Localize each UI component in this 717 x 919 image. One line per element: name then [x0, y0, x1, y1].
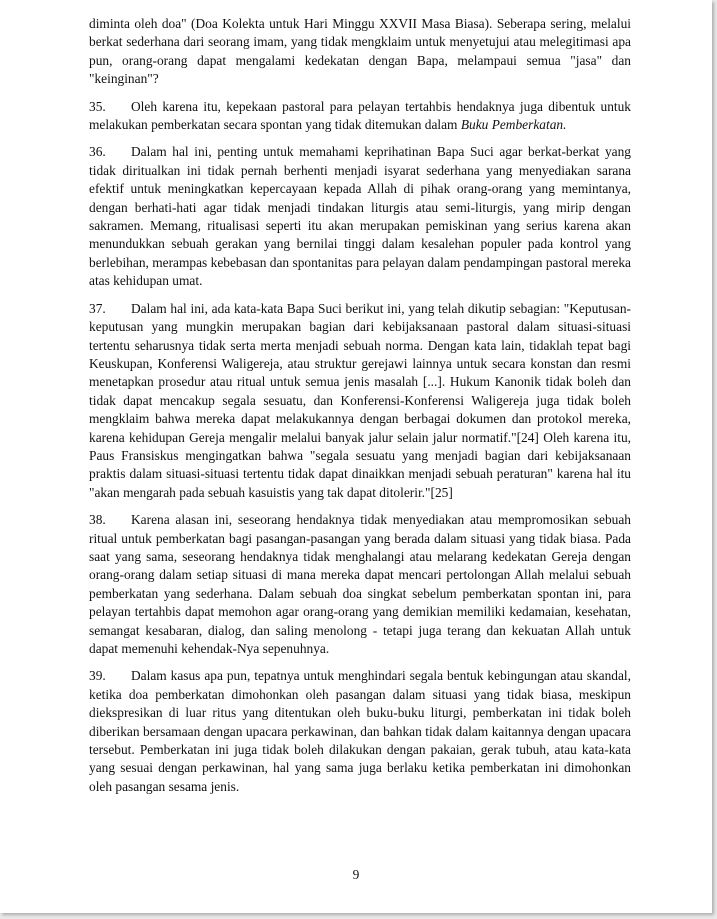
- document-body: [89, 15, 631, 805]
- paragraph-text: Dalam hal ini, penting untuk memahami keprihatinan Bapa Suci agar berkat-berkat yang tidak diritualkan ini tidak pernah berhenti menjadi isyarat sederhana yang menyediakan sarana efektif untuk meningkatkan kepercayaan kepada Allah di pihak orang-orang yang memintanya, dengan berhati-hati agar tidak menjadi tindakan liturgis atau semi-liturgis, yang mirip dengan sakramen. Memang, ritualisasi seperti itu akan merupakan pemiskinan yang serius karena akan menundukkan sebuah gerakan yang bernilai tinggi dalam kesalehan populer pada kontrol yang berlebihan, merampas kebebasan dan spontanitas para pelayan dalam pendampingan pastoral mereka atas kehidupan umat.: [89, 144, 631, 289]
- paragraph-text: diminta oleh doa" (Doa Kolekta untuk Hari Minggu XXVII Masa Biasa). Seberapa sering, melalui berkat sederhana dari seorang imam, yang tidak mengklaim untuk menyetujui atau melegitimasi apa pun, orang-orang dapat mengalami kedekatan dengan Bapa, melampaui semua "jasa" dan "keinginan"?: [89, 16, 631, 87]
- page-number: 9: [352, 867, 360, 882]
- paragraph-36: [89, 143, 631, 290]
- paragraph-continuation: [89, 15, 631, 89]
- paragraph-number: 37.: [89, 300, 106, 316]
- paragraph-35: [89, 98, 631, 135]
- paragraph-38: [89, 511, 631, 658]
- paragraph-text: Dalam hal ini, ada kata-kata Bapa Suci berikut ini, yang telah dikutip sebagian: "Keputusan-keputusan yang mungkin merupakan bagian dari kebijaksanaan pastoral dalam situasi-situasi tertentu seharusnya tidak serta merta menjadi sebuah norma. Dengan kata lain, tidaklah tepat bagi Keuskupan, Konferensi Waligereja, atau struktur gerejawi lainnya untuk secara konstan dan resmi menetapkan prosedur atau ritual untuk semua jenis masalah [...]. Hukum Kanonik tidak boleh dan tidak dapat mencakup segala sesuatu, dan Konferensi-Konferensi Waligereja juga tidak boleh mengklaim bahwa mereka dapat melakukannya dengan berbagai dokumen dan protokol mereka, karena kehidupan Gereja mengalir melalui banyak jalur selain jalur normatif."[24] Oleh karena itu, Paus Fransiskus mengingatkan bahwa "segala sesuatu yang menjadi bagian dari kebijaksanaan praktis dalam situasi-situasi tertentu tidak dapat dinaikkan menjadi sebuah peraturan" karena hal itu "akan mengarah pada sebuah kasuistis yang tak dapat ditolerir."[25]: [89, 300, 631, 500]
- paragraph-number: 39.: [89, 668, 106, 684]
- paragraph-text: Oleh karena itu, kepekaan pastoral para pelayan tertahbis hendaknya juga dibentuk untuk melakukan pemberkatan secara spontan yang tidak ditemukan dalam: [89, 98, 631, 133]
- paragraph-number: 36.: [89, 144, 106, 160]
- book-title-italic: Buku Pemberkatan.: [460, 117, 567, 133]
- paragraph-37: [89, 300, 631, 502]
- paragraph-text: Karena alasan ini, seseorang hendaknya tidak menyediakan atau mempromosikan sebuah ritual untuk pemberkatan bagi pasangan-pasangan yang berada dalam situasi yang tidak biasa. Pada saat yang sama, seseorang hendaknya tidak menghalangi atau melarang kedekatan Gereja dengan orang-orang dalam setiap situasi di mana mereka dapat mencari pertolongan Allah melalui sebuah pemberkatan yang sederhana. Dalam sebuah doa singkat sebelum pemberkatan spontan ini, para pelayan tertahbis dapat memohon agar orang-orang yang demikian memiliki kedamaian, kesehatan, semangat kesabaran, dialog, dan saling menolong - tetapi juga terang dan kekuatan Allah untuk dapat memenuhi kehendak-Nya sepenuhnya.: [89, 512, 631, 656]
- paragraph-39: [89, 667, 631, 796]
- paragraph-number: 38.: [89, 512, 106, 528]
- paragraph-text: Dalam kasus apa pun, tepatnya untuk menghindari segala bentuk kebingungan atau skandal, ketika doa pemberkatan dimohonkan oleh pasangan dalam situasi yang tidak biasa, meskipun diekspresikan di luar ritus yang ditentukan oleh buku-buku liturgi, pemberkatan ini tidak boleh diberikan bersamaan dengan upacara perkawinan, dan bahkan tidak dalam kaitannya dengan upacara tersebut. Pemberkatan ini juga tidak boleh dilakukan dengan pakaian, gerak tubuh, atau kata-kata yang sesuai dengan perkawinan, hal yang sama juga berlaku ketika pemberkatan ini dimohonkan oleh pasangan sesama jenis.: [89, 668, 631, 794]
- paragraph-number: 35.: [89, 98, 106, 114]
